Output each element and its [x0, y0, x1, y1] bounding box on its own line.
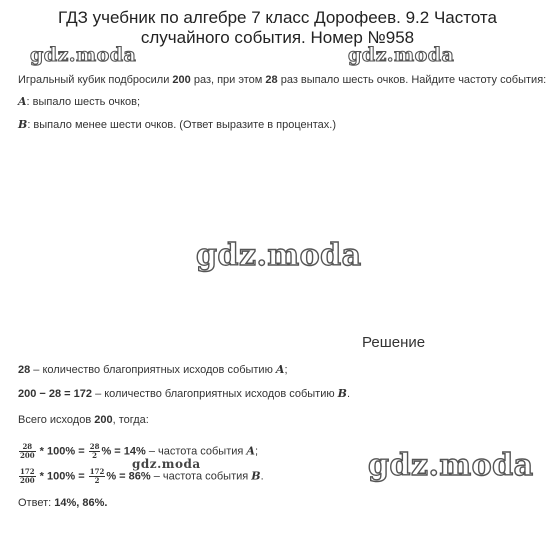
problem-item-b: B: выпало менее шести очков. (Ответ выразите в процентах.) — [18, 118, 336, 131]
solution-line-3: Всего исходов 200, тогда: — [18, 414, 149, 426]
watermark-logo: gdz.moda — [348, 44, 455, 66]
solution-heading: Решение — [362, 334, 426, 351]
solution-line-2: 200 − 28 = 172 – количество благоприятных исходов событию B. — [18, 387, 351, 400]
watermark-logo: gdz.moda — [368, 448, 534, 483]
solution-line-1: 28 – количество благоприятных исходов событию A; — [18, 363, 288, 376]
watermark-logo-small: gdz.moda — [132, 457, 201, 471]
page-title-line-1: ГДЗ учебник по алгебре 7 класс Дорофеев. 9.2 Частота — [58, 8, 497, 27]
fraction: $\frac{172}{200}$ — [20, 467, 35, 485]
watermark-logo: gdz.moda — [196, 238, 362, 273]
watermark-logo: gdz.moda — [30, 44, 137, 66]
fraction: $\frac{28}{2}$ — [89, 442, 100, 460]
problem-statement: Игральный кубик подбросили 200 раз, при этом 28 раз выпало шесть очков. Найдите частоту события: — [18, 74, 547, 86]
fraction: $\frac{28}{200}$ — [20, 442, 35, 460]
formula-a: $\frac{28}{200}$ * 100% = $\frac{28}{2}$ % = 14% – частота события A; — [20, 442, 259, 460]
answer-line: Ответ: 14%, 86%. — [18, 497, 108, 509]
problem-item-a: A: выпало шесть очков; — [18, 95, 141, 108]
page-title — [0, 8, 555, 48]
page-title-line-2: случайного события. Номер №958 — [140, 28, 415, 47]
formula-b: $\frac{172}{200}$ * 100% = $\frac{172}{2}$ % = 86% – частота события B. — [20, 467, 264, 485]
fraction: $\frac{172}{2}$ — [89, 467, 105, 485]
